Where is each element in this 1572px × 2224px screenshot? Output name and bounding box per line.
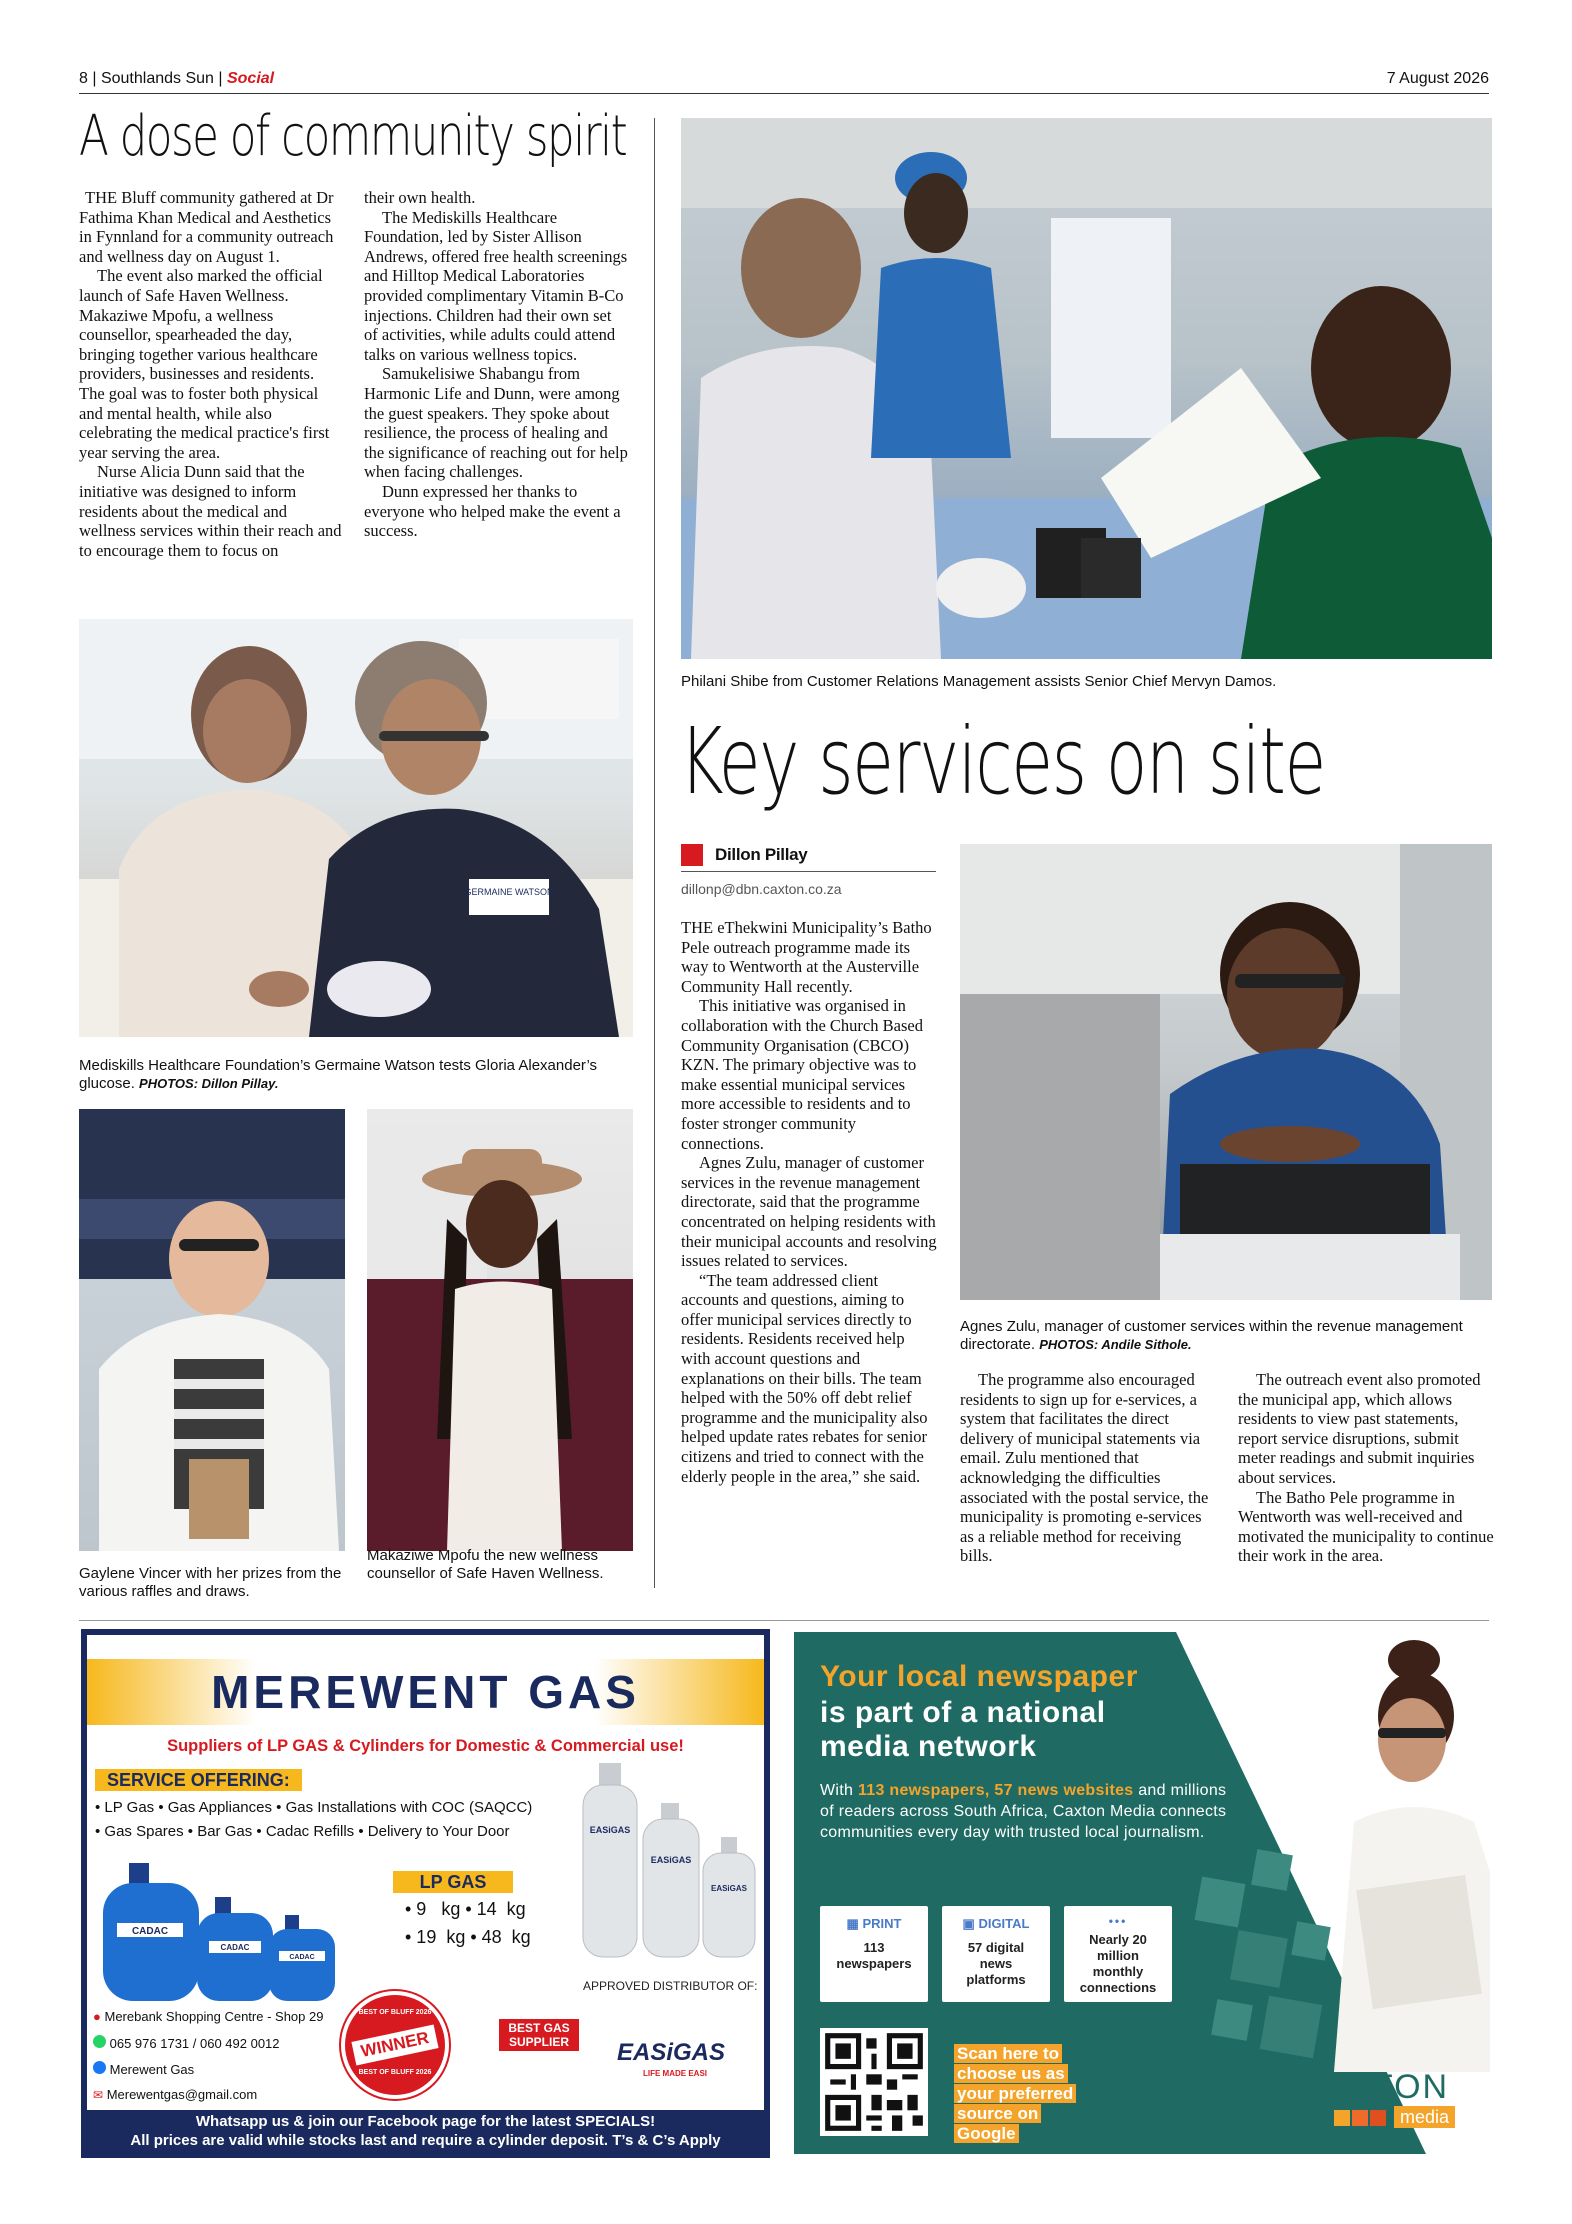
contact-phone bbox=[93, 2035, 280, 2051]
whatsapp-icon bbox=[93, 2035, 106, 2048]
merewent-gas-ad bbox=[81, 1629, 770, 2158]
paragraph: Samukelisiwe Shabangu from Harmonic Life and Dunn, were among the guest speakers. They spoke about resilience, the process of healing and the significance of reaching out for help when facing challenges. bbox=[364, 364, 628, 482]
easigas-logo: EASiGAS bbox=[617, 2039, 726, 2066]
caxton-body bbox=[820, 1780, 1230, 1843]
stat-text: 57 digital news platforms bbox=[966, 1940, 1026, 1987]
stat-text: 113 newspapers bbox=[836, 1940, 912, 1971]
paragraph: their own health. bbox=[364, 188, 476, 207]
paragraph: The Mediskills Healthcare Foundation, led by Sister Allison Andrews, offered free health screenings and Hilltop Medical Laboratories provided complimentary Vitamin B-Co injections. Children had their own set of activities, while adults could attend talks on various wellness topics. bbox=[364, 207, 628, 364]
glucose-test-photo bbox=[79, 619, 633, 1037]
glucose-photo-caption bbox=[79, 1057, 639, 1093]
cadac-label: CADAC bbox=[220, 1943, 250, 1952]
stat-digital bbox=[942, 1906, 1050, 2002]
service-list-1: • LP Gas • Gas Appliances • Gas Installations with COC (SAQCC) bbox=[95, 1799, 533, 1816]
article2-column-2 bbox=[960, 1370, 1216, 1566]
contact-email bbox=[93, 2087, 257, 2102]
stat-reach bbox=[1064, 1906, 1172, 2002]
caxton-body-highlight: 113 newspapers, 57 news websites bbox=[857, 1782, 1134, 1799]
service-heading: SERVICE OFFERING: bbox=[95, 1769, 302, 1791]
counsellor-illustration bbox=[367, 1109, 633, 1551]
customer-relations-caption: Philani Shibe from Customer Relations Management assists Senior Chief Mervyn Damos. bbox=[681, 673, 1277, 690]
caxton-heading-orange: Your local newspaper bbox=[820, 1660, 1138, 1693]
location-pin-icon: ● bbox=[93, 2009, 101, 2024]
scan-cta-text: Scan here to choose us as your preferred source on Google bbox=[954, 2044, 1076, 2143]
caxton-logo-squares bbox=[1334, 2110, 1394, 2126]
lp-gas-sizes-2: • 19 kg • 48 kg bbox=[405, 1927, 531, 1947]
prizes-photo-caption: Gaylene Vincer with her prizes from the various raffles and draws. bbox=[79, 1565, 342, 1600]
photo-credit: PHOTOS: Dillon Pillay. bbox=[139, 1076, 279, 1091]
service-list-2: • Gas Spares • Bar Gas • Cadac Refills • Delivery to Your Door bbox=[95, 1823, 510, 1840]
article2-column-1 bbox=[681, 918, 937, 1486]
cadac-cylinders-image bbox=[97, 1863, 347, 2003]
paragraph: Agnes Zulu, manager of customer services in the revenue management directorate, said that the programme concentrated on helping residents with their municipal accounts and resolving issues related to services. bbox=[681, 1153, 937, 1271]
laptop-icon: ▣ DIGITAL bbox=[962, 1916, 1030, 1931]
photo-credit: PHOTOS: Andile Sithole. bbox=[1039, 1337, 1192, 1352]
paragraph: “The team addressed client accounts and questions, aiming to offer municipal services directly to residents. Residents received help with account questions and explanations on their bills. The team helped with the 50% off debt relief programme and the municipality also helped update rates rebates for senior citizens and tried to connect with the elderly people in the area,” she said. bbox=[681, 1270, 928, 1486]
ad-footer-line2: All prices are valid while stocks last and require a cylinder deposit. T’s & C’s Apply bbox=[130, 2132, 721, 2149]
paragraph: The event also marked the official launch of Safe Haven Wellness. Makaziwe Mpofu, a wellness counsellor, spearheaded the day, bringing together various healthcare providers, businesses and residents. The goal was to foster both physical and mental health, while also celebrating the medical practice's first year serving the area. bbox=[79, 266, 330, 462]
paragraph: The programme also encouraged residents to sign up for e-services, a system that facilitates the direct delivery of municipal statements via email. Zulu mentioned that acknowledging the difficulties associated with the postal service, the municipality is promoting e-services as a reliable method for receiving bills. bbox=[960, 1370, 1209, 1566]
caxton-media-ad bbox=[794, 1632, 1490, 2154]
cadac-label: CADAC bbox=[289, 1954, 315, 1961]
contact-facebook bbox=[93, 2061, 194, 2077]
seal-top-text: BEST OF BLUFF 2026 bbox=[358, 2009, 432, 2016]
facebook-text: Merewent Gas bbox=[109, 2062, 195, 2077]
qr-code[interactable] bbox=[820, 2028, 928, 2136]
paragraph: Nurse Alicia Dunn said that the initiative was designed to inform residents about the medical and wellness services within their reach and to encourage them to focus on bbox=[79, 462, 342, 560]
issue-date: 7 August 2026 bbox=[1386, 70, 1489, 87]
mail-icon: ✉ bbox=[93, 2088, 104, 2102]
ad-subtitle: Suppliers of LP GAS & Cylinders for Domestic & Commercial use! bbox=[167, 1737, 684, 1755]
prizes-illustration bbox=[79, 1109, 345, 1551]
article1-column-1 bbox=[79, 188, 343, 560]
facebook-icon bbox=[93, 2061, 106, 2074]
contact-address bbox=[93, 2009, 323, 2024]
paragraph: Dunn expressed her thanks to everyone who helped make the event a success. bbox=[364, 481, 621, 541]
byline: Dillon Pillay bbox=[715, 845, 808, 864]
lp-gas-heading: LP GAS bbox=[393, 1871, 513, 1893]
caxton-body-prefix: With bbox=[820, 1782, 858, 1799]
agnes-zulu-caption bbox=[960, 1318, 1492, 1354]
ad-title: MEREWENT GAS bbox=[211, 1666, 640, 1718]
newspaper-icon: ▦ PRINT bbox=[846, 1916, 902, 1931]
easigas-tagline: LIFE MADE EASI bbox=[643, 2069, 708, 2078]
easigas-tank-label: EASiGAS bbox=[710, 1884, 748, 1893]
article2-headline: Key services on site bbox=[679, 708, 1325, 815]
network-icon: ••• bbox=[1108, 1914, 1128, 1928]
cadac-label: CADAC bbox=[131, 1926, 169, 1937]
approved-distributor: APPROVED DISTRIBUTOR OF: bbox=[583, 1979, 758, 1993]
stat-text: Nearly 20 million monthly connections bbox=[1079, 1932, 1157, 1995]
ad-footer-line1: Whatsapp us & join our Facebook page for the latest SPECIALS! bbox=[195, 2113, 656, 2130]
easigas-tank-label: EASiGAS bbox=[589, 1825, 631, 1835]
caxton-heading-white: is part of a national media network bbox=[820, 1696, 1106, 1763]
article2-column-3 bbox=[1238, 1370, 1494, 1566]
best-of-bluff-seal bbox=[345, 1995, 445, 2095]
column-separator bbox=[654, 118, 655, 1588]
agnes-zulu-illustration bbox=[960, 844, 1492, 1300]
section-label: Social bbox=[226, 70, 275, 87]
phone-text: 065 976 1731 / 060 492 0012 bbox=[109, 2036, 280, 2051]
paragraph: THE eThekwini Municipality’s Batho Pele outreach programme made its way to Wentworth at the Austerville Community Hall recently. bbox=[681, 918, 932, 996]
caxton-logo-sub: media bbox=[1394, 2106, 1455, 2128]
seal-bottom-text: BEST OF BLUFF 2026 bbox=[358, 2069, 432, 2076]
caption-text: Agnes Zulu, manager of customer services within the revenue management directorate. bbox=[960, 1318, 1463, 1353]
byline-rule bbox=[681, 871, 936, 872]
qr-code-icon bbox=[820, 2028, 928, 2136]
page-info: 8 | Southlands Sun | bbox=[79, 70, 227, 87]
name-badge-text: GERMAINE WATSON bbox=[464, 887, 554, 897]
paragraph: The outreach event also promoted the municipal app, which allows residents to view past statements, report service disruptions, submit meter readings and submit inquiries about services. bbox=[1238, 1370, 1481, 1487]
email-text: Merewentgas@gmail.com bbox=[106, 2087, 258, 2102]
stat-print bbox=[820, 1906, 928, 2002]
counsellor-photo-caption: Makaziwe Mpofu the new wellness counsellor of Safe Haven Wellness. bbox=[367, 1547, 604, 1582]
customer-relations-illustration bbox=[681, 118, 1492, 659]
prizes-photo bbox=[79, 1109, 345, 1551]
caxton-body-rest: and millions of readers across South Africa, Caxton Media connects communities every day with trusted local journalism. bbox=[820, 1782, 1227, 1841]
advertising-rule bbox=[79, 1620, 1489, 1621]
caption-text: Mediskills Healthcare Foundation’s Germaine Watson tests Gloria Alexander’s glucose. bbox=[79, 1057, 598, 1092]
counsellor-photo bbox=[367, 1109, 633, 1551]
byline-marker bbox=[681, 844, 703, 866]
article1-column-2 bbox=[364, 188, 628, 541]
page-header bbox=[79, 70, 1489, 92]
scan-cta bbox=[954, 2044, 1102, 2144]
paragraph: The Batho Pele programme in Wentworth was well-received and motivated the municipality to continue their work in the area. bbox=[1238, 1487, 1494, 1566]
address-text: Merebank Shopping Centre - Shop 29 bbox=[104, 2009, 324, 2024]
seal-winner-text: WINNER bbox=[359, 2028, 431, 2061]
best-gas-supplier-badge: BEST GAS SUPPLIER bbox=[499, 2019, 579, 2051]
caxton-logo: CAXTON bbox=[1296, 2068, 1450, 2106]
customer-relations-photo bbox=[681, 118, 1492, 659]
paragraph: THE Bluff community gathered at Dr Fathima Khan Medical and Aesthetics in Fynnland for a community outreach and wellness day on August 1. bbox=[79, 188, 334, 266]
agnes-zulu-photo bbox=[960, 844, 1492, 1300]
byline-email: dillonp@dbn.caxton.co.za bbox=[681, 881, 842, 897]
lp-gas-sizes-1: • 9 kg • 14 kg bbox=[405, 1899, 526, 1919]
easigas-cylinders-image bbox=[577, 1763, 757, 1963]
article1-headline: A dose of community spirit bbox=[79, 104, 627, 169]
paragraph: This initiative was organised in collaboration with the Church Based Community Organisation (CBCO) KZN. The primary objective was to make essential municipal services more accessible to residents and to foster stronger community connections. bbox=[681, 996, 923, 1153]
header-rule bbox=[79, 93, 1489, 94]
glucose-test-illustration bbox=[79, 619, 633, 1037]
easigas-tank-label: EASiGAS bbox=[650, 1855, 692, 1865]
